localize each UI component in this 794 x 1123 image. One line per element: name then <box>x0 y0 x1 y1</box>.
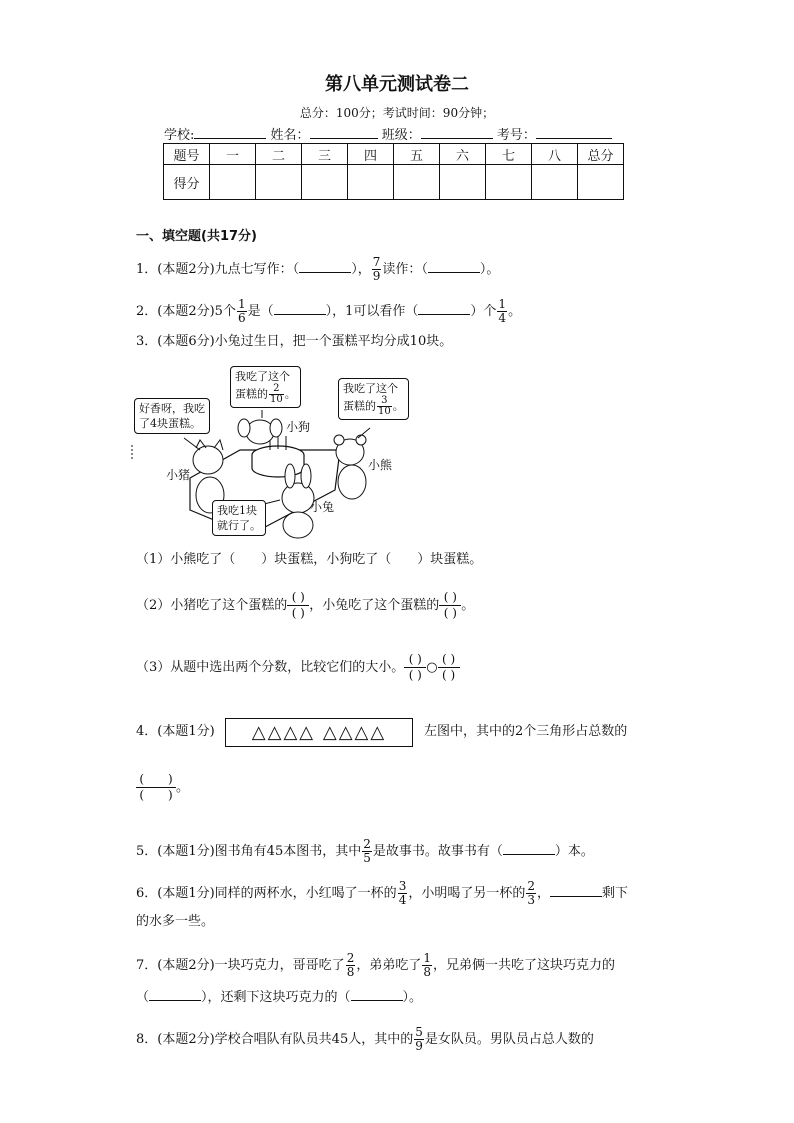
numerator: ( ) <box>287 590 309 606</box>
score-table-header <box>164 144 624 165</box>
q5-blank[interactable] <box>503 842 555 855</box>
school-field[interactable] <box>194 125 266 139</box>
dog-label: 小狗 <box>286 420 311 434</box>
class-label: 班级： <box>381 128 421 143</box>
question-2 <box>136 298 521 325</box>
name-field[interactable] <box>310 125 378 139</box>
score-table-row <box>164 165 624 200</box>
question-4-prefix: 4．(本题1分) <box>136 724 215 739</box>
q8-text: 8．(本题2分)学校合唱队有队员共45人，其中的 <box>136 1032 414 1047</box>
q7-text: ，兄弟俩一共吃了这块巧克力的 <box>432 958 615 973</box>
q4-text: 。 <box>176 780 190 795</box>
q3-2-text: 。 <box>461 598 475 613</box>
q6-text: ，小明喝了另一杯的 <box>408 886 526 901</box>
numerator: 7 <box>372 255 381 269</box>
rabbit-speech-bubble <box>212 500 266 536</box>
q2-blank-1[interactable] <box>274 302 326 315</box>
q7-text: ，弟弟吃了 <box>356 958 422 973</box>
question-6-line-2: 的水多一些。 <box>136 914 215 929</box>
denominator: ( ) <box>443 606 457 620</box>
question-7 <box>136 952 615 979</box>
rabbit-label: 小兔 <box>310 500 335 514</box>
question-1 <box>136 256 499 283</box>
denominator: ( ) <box>442 668 456 682</box>
q2-text: 2．(本题2分)5个 <box>136 304 236 319</box>
pig-bubble-line: 了4块蛋糕。 <box>139 417 201 430</box>
q3-2-fraction-1[interactable] <box>287 590 309 621</box>
score-cell[interactable] <box>394 165 440 200</box>
score-header-cell: 五 <box>394 144 440 165</box>
student-fields <box>164 124 612 143</box>
bear-bubble-line: 蛋糕的 <box>343 399 376 413</box>
denominator: 5 <box>363 851 371 865</box>
q5-text: 是故事书。故事书有（ <box>372 844 503 859</box>
numerator: 1 <box>423 951 431 965</box>
rabbit-bubble-line: 我吃1块 <box>217 504 257 517</box>
score-header-cell: 一 <box>210 144 256 165</box>
q1-text: 读作：（ <box>382 262 428 277</box>
q1-text: ）。 <box>479 262 500 277</box>
pig-speech-bubble <box>134 398 210 434</box>
q5-fraction <box>362 838 372 865</box>
numerator: 1 <box>498 297 507 311</box>
compare-circle[interactable]: ○ <box>426 660 438 675</box>
q6-text: 剩下 <box>602 886 629 901</box>
question-3: 3．(本题6分)小兔过生日，把一个蛋糕平均分成10块。 <box>136 334 453 349</box>
score-cell[interactable] <box>578 165 624 200</box>
name-label: 姓名： <box>270 128 310 143</box>
school-label: 学校: <box>164 128 195 143</box>
bear-label: 小熊 <box>368 458 393 472</box>
dog-speech-bubble: 我吃了这个 蛋糕的 $\frac{2}{10}$ 。 <box>230 366 301 408</box>
score-cell[interactable] <box>302 165 348 200</box>
q7-text: （ <box>136 990 150 1005</box>
denominator: ( ) <box>408 668 422 682</box>
score-cell[interactable] <box>440 165 486 200</box>
triangle-icons: △△△△ △△△△ <box>251 722 387 743</box>
denominator: ( ) <box>139 788 173 802</box>
q2-text: 。 <box>508 304 522 319</box>
score-cell[interactable] <box>486 165 532 200</box>
numerator: 2 <box>269 384 284 395</box>
numerator: 2 <box>363 837 371 851</box>
denominator: ( ) <box>291 606 305 620</box>
q1-text: ）， <box>351 262 371 277</box>
numerator: 2 <box>527 879 535 893</box>
numerator: ( ) <box>439 590 461 606</box>
q7-text: 7．(本题2分)一块巧克力，哥哥吃了 <box>136 958 345 973</box>
denominator: 4 <box>498 311 507 325</box>
score-table <box>163 143 624 200</box>
triangle-figure <box>225 718 413 747</box>
numerator: 3 <box>398 879 407 893</box>
question-3-part-2 <box>136 590 474 622</box>
numerator: 2 <box>346 951 355 965</box>
denominator: 4 <box>398 893 407 907</box>
score-header-cell: 四 <box>348 144 394 165</box>
denominator: 3 <box>527 893 535 907</box>
question-7-line-2 <box>136 988 422 1006</box>
q5-text: 5．(本题1分)图书角有45本图书，其中 <box>136 844 362 859</box>
denominator: 10 <box>270 394 283 405</box>
rabbit-bubble-line: 就行了。 <box>217 519 261 532</box>
question-3-part-1: （1）小熊吃了（ ）块蛋糕，小狗吃了（ ）块蛋糕。 <box>136 552 483 567</box>
numerator: ( ) <box>136 772 176 788</box>
question-4-answer <box>136 772 189 803</box>
q4-fraction[interactable] <box>136 772 176 803</box>
q6-blank[interactable] <box>550 884 602 897</box>
q7-text: ），还剩下这块巧克力的（ <box>201 990 351 1005</box>
section-title: 一、填空题(共17分) <box>136 229 257 244</box>
score-cell[interactable] <box>210 165 256 200</box>
score-header-cell: 六 <box>440 144 486 165</box>
numerator: ( ) <box>404 652 426 668</box>
q5-text: ）本。 <box>554 844 594 859</box>
q2-fraction-2 <box>497 298 507 325</box>
q6-text: 6．(本题1分)同样的两杯水，小红喝了一杯的 <box>136 886 397 901</box>
q6-fraction-1 <box>398 880 408 907</box>
score-label-cell: 得分 <box>164 165 210 200</box>
question-5 <box>136 838 594 865</box>
class-field[interactable] <box>421 125 493 139</box>
q2-blank-2[interactable] <box>418 302 470 315</box>
numerator: 5 <box>415 1025 423 1039</box>
dog-bubble-line: 我吃了这个 <box>235 370 290 383</box>
exam-info: 总分：100分；考试时间：90分钟； <box>299 106 495 120</box>
q6-fraction-2 <box>526 880 536 907</box>
q3-3-text: （3）从题中选出两个分数，比较它们的大小。 <box>136 660 405 675</box>
q3-3-fraction-1[interactable] <box>404 652 426 683</box>
numerator: ( ) <box>438 652 460 668</box>
denominator: 9 <box>372 269 381 283</box>
q1-blank-1[interactable] <box>299 260 351 273</box>
q7-blank-1[interactable] <box>149 988 201 1001</box>
q3-2-fraction-2[interactable] <box>439 590 461 621</box>
score-cell[interactable] <box>256 165 302 200</box>
page-title: 第八单元测试卷二 <box>325 74 469 95</box>
score-header-cell: 七 <box>486 144 532 165</box>
score-cell[interactable] <box>348 165 394 200</box>
q7-blank-2[interactable] <box>351 988 403 1001</box>
bear-speech-bubble: 我吃了这个 蛋糕的 $\frac{3}{10}$ 。 <box>338 378 409 420</box>
q8-fraction <box>414 1026 424 1053</box>
q1-fraction <box>372 256 382 283</box>
pig-label: 小猪 <box>166 468 191 482</box>
denominator: 9 <box>415 1039 423 1053</box>
id-field[interactable] <box>536 125 612 139</box>
q3-3-fraction-2[interactable] <box>438 652 460 683</box>
q7-fraction-2 <box>422 952 432 979</box>
q2-text: 是（ <box>247 304 274 319</box>
q2-text: ）个 <box>470 304 497 319</box>
score-header-cell: 总分 <box>578 144 624 165</box>
q2-fraction-1 <box>237 298 247 325</box>
q7-fraction-1 <box>346 952 356 979</box>
numerator: 3 <box>377 396 392 407</box>
denominator: 10 <box>378 406 391 417</box>
q6-text: ， <box>536 886 550 901</box>
dog-bubble-line: 蛋糕的 <box>235 387 268 401</box>
bear-fraction <box>377 396 392 417</box>
numerator: 1 <box>237 297 246 311</box>
q1-blank-2[interactable] <box>428 260 480 273</box>
denominator: 6 <box>237 311 246 325</box>
q3-2-text: （2）小猪吃了这个蛋糕的 <box>136 598 288 613</box>
denominator: 8 <box>423 965 431 979</box>
question-8 <box>136 1026 594 1053</box>
denominator: 8 <box>346 965 355 979</box>
question-4-text: 左图中，其中的2个三角形占总数的 <box>424 724 628 739</box>
q1-text: 1．(本题2分)九点七写作：（ <box>136 262 300 277</box>
q7-text: ）。 <box>402 990 423 1005</box>
question-6 <box>136 880 628 907</box>
score-header-cell: 题号 <box>164 144 210 165</box>
score-cell[interactable] <box>532 165 578 200</box>
q8-text: 是女队员。男队员占总人数的 <box>424 1032 594 1047</box>
pig-bubble-line: 好香呀，我吃 <box>139 402 205 415</box>
score-header-cell: 三 <box>302 144 348 165</box>
dog-fraction <box>269 384 284 405</box>
bear-bubble-line: 我吃了这个 <box>343 382 398 395</box>
q3-2-text: ，小兔吃了这个蛋糕的 <box>309 598 440 613</box>
question-3-part-3 <box>136 652 460 684</box>
q2-text: ），1可以看作（ <box>325 304 419 319</box>
id-label: 考号： <box>496 128 536 143</box>
score-header-cell: 二 <box>256 144 302 165</box>
score-header-cell: 八 <box>532 144 578 165</box>
